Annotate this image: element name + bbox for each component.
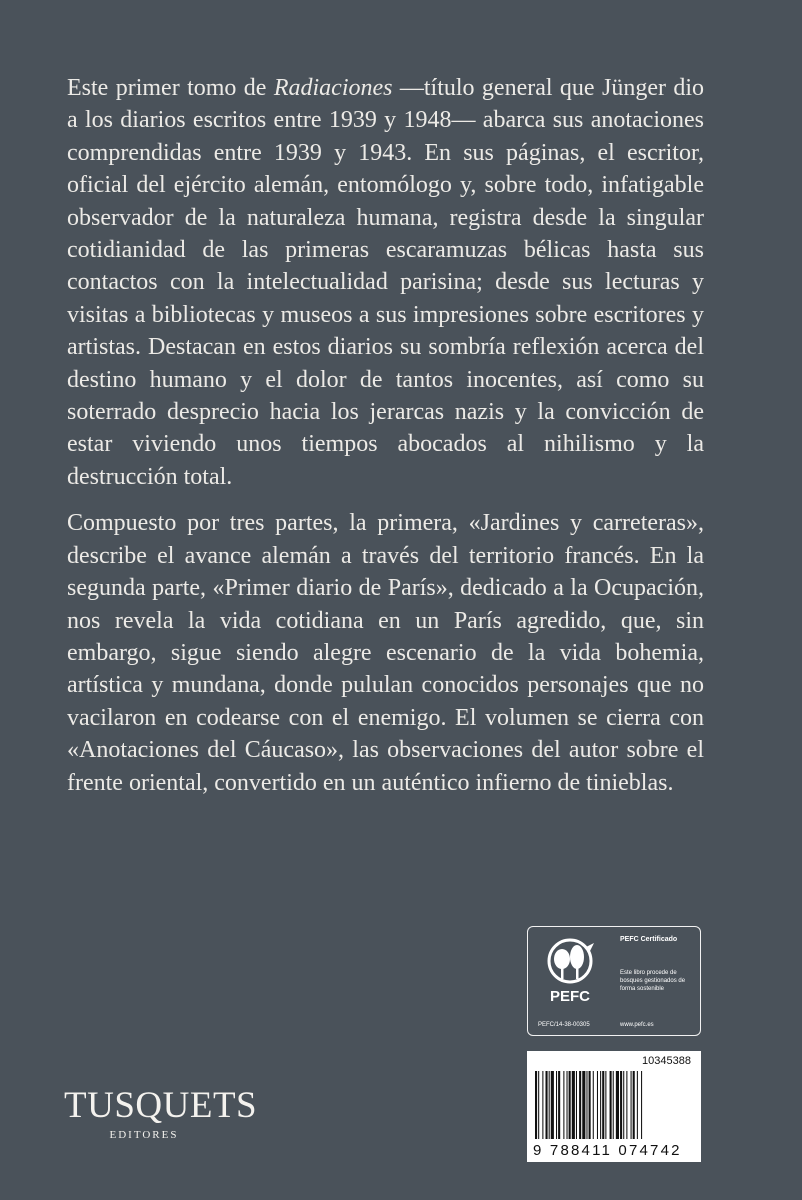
isbn-barcode-box (527, 1051, 701, 1162)
barcode-bar (563, 1071, 564, 1139)
barcode-bar (623, 1071, 624, 1139)
barcode-bar (620, 1071, 622, 1139)
barcode-bar (569, 1071, 571, 1139)
publisher-name: TUSQUETS (64, 1085, 258, 1126)
back-cover-blurb (67, 72, 704, 799)
barcode-bar (600, 1071, 601, 1139)
barcode-bar (589, 1071, 591, 1139)
barcode-bar (613, 1071, 614, 1139)
publisher-logo (64, 1085, 258, 1141)
barcode-bar (535, 1071, 537, 1139)
pefc-url: www.pefc.es (620, 1022, 654, 1028)
barcode-bar (576, 1071, 577, 1139)
barcode-bar (572, 1071, 575, 1139)
barcode-bar (582, 1071, 585, 1139)
barcode-bar (605, 1071, 606, 1139)
barcode-bar (616, 1071, 619, 1139)
barcode-bar (602, 1071, 604, 1139)
barcode-bar (538, 1071, 539, 1139)
barcode-bar (586, 1071, 587, 1139)
pefc-code: PEFC/14-38-00305 (538, 1022, 590, 1028)
barcode-bar (637, 1071, 638, 1139)
barcode-bar (633, 1071, 635, 1139)
pefc-logo-text: PEFC (549, 988, 591, 1005)
barcode-bar (610, 1071, 612, 1139)
blurb-intro: Este primer tomo de (67, 75, 274, 101)
barcode-bar (626, 1071, 627, 1139)
barcode-bar (641, 1071, 642, 1139)
blurb-paragraph-1 (67, 72, 704, 493)
barcode-bar (549, 1071, 550, 1139)
barcode-bar (597, 1071, 598, 1139)
blurb-paragraph-2: Compuesto por tres partes, la primera, «Jardines y carreteras», describe el avance alemán a través del territorio francés. En la segunda parte, «Primer diario de París», dedicado a la Ocupación, nos revela la vida cotidiana en un París agredido, que, sin embargo, sigue siendo alegre escenario de la vida bohemia, artística y mundana, donde pululan conocidos personajes que no vacilaron en codearse con el enemigo. El volumen se cierra con «Anotaciones del Cáucaso», las observaciones del autor sobre el frente oriental, convertido en un auténtico infierno de tinieblas. (67, 510, 704, 796)
barcode-ref-number: 10345388 (642, 1055, 691, 1067)
barcode-bar (542, 1071, 543, 1139)
barcode-bars-icon (535, 1071, 693, 1139)
barcode-bar (593, 1071, 594, 1139)
barcode-bar (631, 1071, 632, 1139)
publisher-sub: EDITORES (109, 1129, 179, 1141)
barcode-bar (567, 1071, 568, 1139)
barcode-bar (556, 1071, 557, 1139)
pefc-tree-logo-icon (536, 935, 616, 1015)
pefc-certification-box (527, 926, 701, 1036)
pefc-description: Este libro procede de bosques gestionados de forma sostenible (620, 970, 686, 992)
pefc-certified-label: PEFC Certificado (620, 936, 678, 943)
barcode-bar (546, 1071, 548, 1139)
blurb-text-1: —título general que Jünger dio a los diarios escritos entre 1939 y 1948— abarca sus anotaciones comprendidas entre 1939 y 1943. En sus páginas, el escritor, oficial del ejército alemán, entomólogo y, sobre todo, infatigable observador de la naturaleza humana, registra desde la singular cotidianidad de las primeras escaramuzas bélicas hasta sus contactos con la intelectualidad parisina; desde sus lecturas y visitas a bibliotecas y museos a sus impresiones sobre escritores y artistas. Destacan en estos diarios su sombría reflexión acerca del destino humano y el dolor de tantos inocentes, así como su soterrado desprecio hacia los jerarcas nazis y la convicción de estar viviendo unos tiempos abocados al nihilismo y la destrucción total. (67, 75, 705, 490)
barcode-bar (558, 1071, 560, 1139)
barcode-bar (551, 1071, 554, 1139)
isbn-digits: 9 788411 074742 (533, 1142, 682, 1159)
book-title: Radiaciones (273, 75, 393, 101)
barcode-bar (579, 1071, 581, 1139)
